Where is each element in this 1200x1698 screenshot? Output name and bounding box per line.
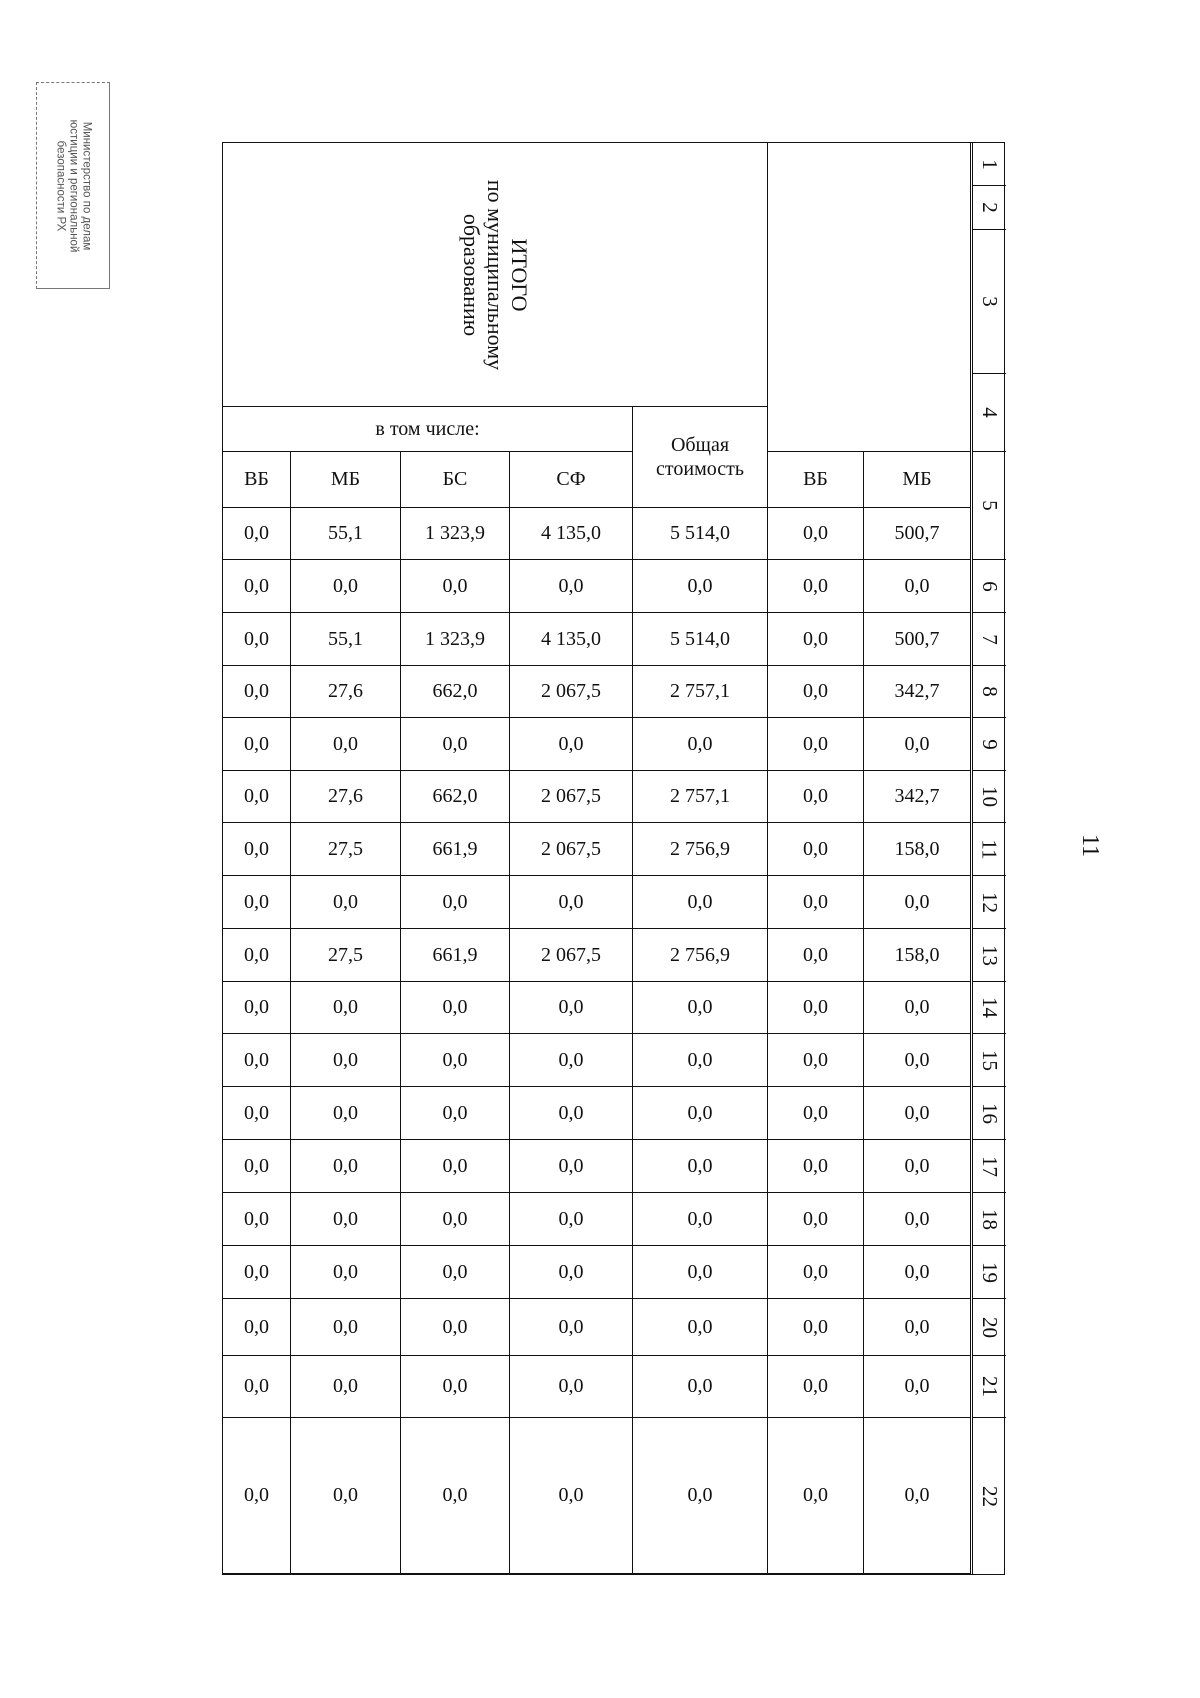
ruler-cell — [973, 613, 1006, 666]
cell-sf: 2 067,5 — [510, 823, 633, 876]
cell-sf: 2 067,5 — [510, 771, 633, 823]
cell-bs: 1 323,9 — [401, 613, 510, 666]
cell-mb2: 0,0 — [864, 1299, 971, 1356]
col-header-mb-right: МБ — [864, 452, 971, 508]
cell-sf: 0,0 — [510, 1356, 633, 1418]
cell-mb2: 0,0 — [864, 718, 971, 771]
cell-bs: 0,0 — [401, 1034, 510, 1087]
cell-vb2: 0,0 — [768, 1193, 864, 1246]
ruler-number: 9 — [978, 738, 1002, 750]
ruler-number: 14 — [978, 997, 1002, 1018]
cell-total: 0,0 — [633, 1193, 768, 1246]
ruler-number: 18 — [978, 1208, 1002, 1230]
cell-sf: 0,0 — [510, 1087, 633, 1140]
cell-vb2: 0,0 — [768, 560, 864, 613]
cell-vb: 0,0 — [223, 1246, 291, 1299]
table-title: ИТОГО по муниципальному образованию — [459, 179, 532, 370]
title-box — [223, 143, 768, 407]
ruler-number: 2 — [978, 202, 1002, 213]
cell-vb: 0,0 — [223, 823, 291, 876]
cell-mb: 0,0 — [291, 1140, 401, 1193]
cell-mb2: 0,0 — [864, 1140, 971, 1193]
cell-mb: 0,0 — [291, 876, 401, 929]
cell-total: 0,0 — [633, 560, 768, 613]
ruler-cell — [973, 230, 1006, 374]
cell-vb2: 0,0 — [768, 929, 864, 982]
cell-bs: 0,0 — [401, 560, 510, 613]
cell-total: 2 756,9 — [633, 929, 768, 982]
cell-vb: 0,0 — [223, 560, 291, 613]
cell-sf: 0,0 — [510, 876, 633, 929]
ruler-cell — [973, 452, 1006, 560]
cell-vb: 0,0 — [223, 508, 291, 560]
page-number: 11 — [1077, 833, 1104, 858]
cell-vb: 0,0 — [223, 876, 291, 929]
ruler-cell — [973, 771, 1006, 823]
row-number-ruler — [972, 143, 1005, 1574]
ruler-cell — [973, 929, 1006, 982]
cell-sf: 4 135,0 — [510, 508, 633, 560]
cell-mb: 0,0 — [291, 1356, 401, 1418]
cell-total: 5 514,0 — [633, 613, 768, 666]
cell-vb: 0,0 — [223, 1356, 291, 1418]
cell-sf: 0,0 — [510, 1246, 633, 1299]
ruler-cell — [973, 1246, 1006, 1299]
cell-total: 0,0 — [633, 1034, 768, 1087]
ruler-cell — [973, 1299, 1006, 1356]
cell-mb2: 0,0 — [864, 1193, 971, 1246]
ruler-cell — [973, 560, 1006, 613]
cell-mb: 0,0 — [291, 1193, 401, 1246]
cell-vb2: 0,0 — [768, 876, 864, 929]
cell-sf: 0,0 — [510, 982, 633, 1034]
subgroup-header: в том числе: — [223, 407, 633, 452]
cell-mb: 27,5 — [291, 823, 401, 876]
cell-total: 0,0 — [633, 1299, 768, 1356]
cell-total: 2 757,1 — [633, 666, 768, 718]
cell-vb2: 0,0 — [768, 1087, 864, 1140]
cell-bs: 662,0 — [401, 666, 510, 718]
cell-bs: 0,0 — [401, 1140, 510, 1193]
cell-mb: 0,0 — [291, 1246, 401, 1299]
cell-sf: 4 135,0 — [510, 613, 633, 666]
ruler-cell — [973, 1087, 1006, 1140]
cell-mb2: 158,0 — [864, 823, 971, 876]
cell-mb: 27,5 — [291, 929, 401, 982]
cell-vb2: 0,0 — [768, 718, 864, 771]
cell-mb2: 0,0 — [864, 1418, 971, 1574]
cell-sf: 0,0 — [510, 718, 633, 771]
cell-mb: 27,6 — [291, 771, 401, 823]
cell-bs: 1 323,9 — [401, 508, 510, 560]
cell-mb: 0,0 — [291, 982, 401, 1034]
ruler-number: 5 — [978, 500, 1002, 511]
cell-sf: 0,0 — [510, 1299, 633, 1356]
cell-bs: 0,0 — [401, 1299, 510, 1356]
cell-vb: 0,0 — [223, 718, 291, 771]
budget-table — [222, 142, 1005, 1575]
ruler-number: 22 — [978, 1485, 1002, 1507]
cell-total: 0,0 — [633, 1246, 768, 1299]
ruler-cell — [973, 186, 1006, 230]
cell-vb: 0,0 — [223, 771, 291, 823]
cell-total: 0,0 — [633, 1140, 768, 1193]
cell-total: 0,0 — [633, 718, 768, 771]
ruler-number: 16 — [978, 1102, 1002, 1124]
cell-bs: 661,9 — [401, 929, 510, 982]
ruler-number: 11 — [977, 838, 1002, 860]
cell-vb2: 0,0 — [768, 508, 864, 560]
cell-mb2: 342,7 — [864, 666, 971, 718]
cell-mb2: 500,7 — [864, 508, 971, 560]
cell-total: 0,0 — [633, 1418, 768, 1574]
cell-bs: 0,0 — [401, 1246, 510, 1299]
cell-sf: 0,0 — [510, 1140, 633, 1193]
cell-vb2: 0,0 — [768, 1299, 864, 1356]
cell-mb2: 158,0 — [864, 929, 971, 982]
cell-vb2: 0,0 — [768, 1246, 864, 1299]
ruler-number: 13 — [978, 944, 1002, 966]
total-cost-header: Общая стоимость — [633, 407, 768, 508]
ruler-number: 10 — [978, 786, 1002, 807]
cell-bs: 662,0 — [401, 771, 510, 823]
cell-vb2: 0,0 — [768, 1034, 864, 1087]
cell-vb2: 0,0 — [768, 666, 864, 718]
stamp-text: Министерство по делам юстиции и региональной безопасности РХ — [54, 119, 93, 252]
ruler-cell — [973, 666, 1006, 718]
registration-stamp — [36, 82, 110, 289]
cell-vb: 0,0 — [223, 1418, 291, 1574]
cell-total: 0,0 — [633, 876, 768, 929]
cell-vb: 0,0 — [223, 929, 291, 982]
ruler-number: 20 — [978, 1316, 1002, 1338]
cell-bs: 0,0 — [401, 876, 510, 929]
cell-vb2: 0,0 — [768, 1356, 864, 1418]
cell-vb2: 0,0 — [768, 982, 864, 1034]
ruler-cell — [973, 1140, 1006, 1193]
blank-header — [768, 143, 971, 452]
ruler-number: 1 — [978, 158, 1002, 170]
cell-bs: 0,0 — [401, 1418, 510, 1574]
cell-sf: 0,0 — [510, 1193, 633, 1246]
ruler-number: 3 — [978, 296, 1002, 307]
cell-vb2: 0,0 — [768, 771, 864, 823]
ruler-cell — [973, 823, 1006, 876]
cell-sf: 0,0 — [510, 560, 633, 613]
cell-sf: 2 067,5 — [510, 929, 633, 982]
ruler-number: 8 — [978, 686, 1002, 697]
cell-total: 5 514,0 — [633, 508, 768, 560]
cell-vb2: 0,0 — [768, 613, 864, 666]
ruler-cell — [973, 718, 1006, 771]
cell-sf: 0,0 — [510, 1418, 633, 1574]
cell-mb: 55,1 — [291, 613, 401, 666]
cell-mb: 0,0 — [291, 560, 401, 613]
cell-mb2: 0,0 — [864, 560, 971, 613]
cell-mb2: 0,0 — [864, 1356, 971, 1418]
cell-vb: 0,0 — [223, 1034, 291, 1087]
ruler-number: 17 — [978, 1155, 1002, 1177]
cell-vb2: 0,0 — [768, 1140, 864, 1193]
cell-mb: 0,0 — [291, 1034, 401, 1087]
cell-mb2: 500,7 — [864, 613, 971, 666]
ruler-number: 21 — [978, 1376, 1002, 1397]
cell-mb: 0,0 — [291, 1087, 401, 1140]
cell-total: 0,0 — [633, 1087, 768, 1140]
cell-mb2: 0,0 — [864, 876, 971, 929]
cell-vb: 0,0 — [223, 1299, 291, 1356]
cell-mb2: 0,0 — [864, 1087, 971, 1140]
ruler-number: 12 — [978, 891, 1002, 913]
ruler-cell — [973, 1193, 1006, 1246]
cell-mb2: 0,0 — [864, 982, 971, 1034]
ruler-cell — [973, 374, 1006, 452]
cell-vb: 0,0 — [223, 613, 291, 666]
ruler-cell — [973, 1418, 1006, 1574]
cell-bs: 0,0 — [401, 1356, 510, 1418]
cell-mb: 0,0 — [291, 718, 401, 771]
cell-mb: 0,0 — [291, 1418, 401, 1574]
cell-bs: 0,0 — [401, 982, 510, 1034]
cell-mb: 27,6 — [291, 666, 401, 718]
col-header-vb: ВБ — [223, 452, 291, 508]
cell-mb2: 0,0 — [864, 1246, 971, 1299]
ruler-number: 6 — [978, 580, 1002, 592]
cell-total: 0,0 — [633, 1356, 768, 1418]
cell-total: 2 757,1 — [633, 771, 768, 823]
cell-mb2: 0,0 — [864, 1034, 971, 1087]
col-header-mb: МБ — [291, 452, 401, 508]
ruler-cell — [973, 876, 1006, 929]
cell-mb: 0,0 — [291, 1299, 401, 1356]
cell-vb: 0,0 — [223, 1087, 291, 1140]
cell-total: 0,0 — [633, 982, 768, 1034]
col-header-vb-right: ВБ — [768, 452, 864, 508]
ruler-cell — [973, 982, 1006, 1034]
cell-sf: 2 067,5 — [510, 666, 633, 718]
ruler-cell — [973, 1034, 1006, 1087]
ruler-number: 7 — [978, 633, 1002, 645]
cell-vb: 0,0 — [223, 982, 291, 1034]
ruler-number: 19 — [978, 1261, 1002, 1283]
cell-vb2: 0,0 — [768, 823, 864, 876]
cell-total: 2 756,9 — [633, 823, 768, 876]
cell-bs: 0,0 — [401, 718, 510, 771]
col-header-sf: СФ — [510, 452, 633, 508]
cell-mb2: 342,7 — [864, 771, 971, 823]
ruler-cell — [973, 143, 1006, 186]
cell-sf: 0,0 — [510, 1034, 633, 1087]
cell-vb: 0,0 — [223, 1193, 291, 1246]
cell-bs: 0,0 — [401, 1193, 510, 1246]
ruler-cell — [973, 1356, 1006, 1418]
cell-vb2: 0,0 — [768, 1418, 864, 1574]
cell-bs: 0,0 — [401, 1087, 510, 1140]
ruler-number: 15 — [978, 1049, 1002, 1071]
col-header-bs: БС — [401, 452, 510, 508]
cell-bs: 661,9 — [401, 823, 510, 876]
cell-mb: 55,1 — [291, 508, 401, 560]
cell-vb: 0,0 — [223, 666, 291, 718]
ruler-number: 4 — [978, 407, 1002, 418]
cell-vb: 0,0 — [223, 1140, 291, 1193]
